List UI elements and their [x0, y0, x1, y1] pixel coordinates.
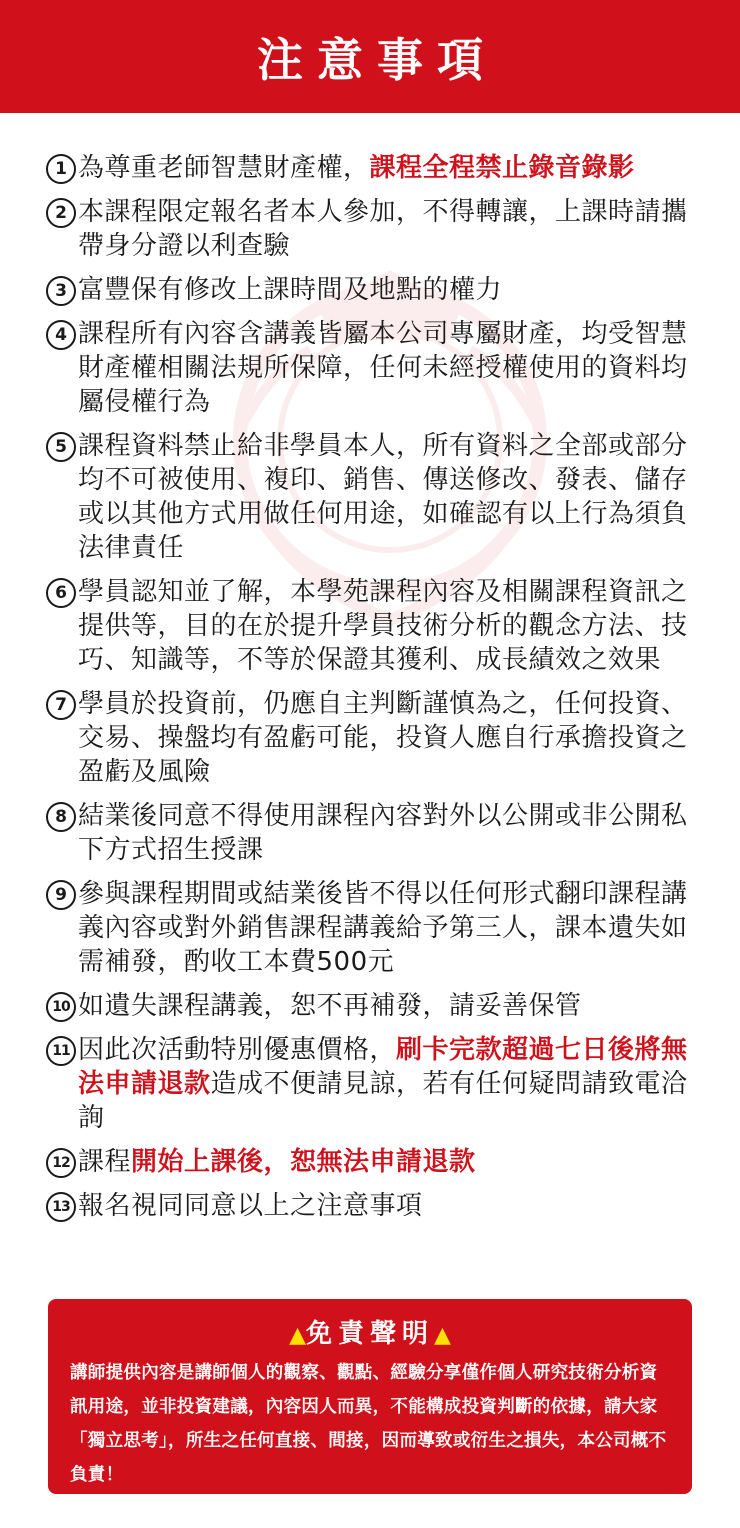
note-text [76, 1033, 706, 1135]
note-item [46, 1145, 706, 1179]
note-text-part: 課程資料禁止給非學員本人，所有資料之全部或部分均不可被使用、複印、銷售、傳送修改、發表、儲存或以其他方式用做任何用途，如確認有以上行為須負法律責任 [78, 431, 688, 563]
note-highlight: 刷卡完款超過七日後將無法申請退款 [78, 1035, 688, 1099]
page-title: 注意事項 [257, 32, 497, 87]
note-item [46, 575, 706, 677]
note-text [76, 1145, 706, 1179]
note-text [76, 877, 706, 979]
note-number: 4 [46, 320, 76, 350]
note-text [76, 317, 706, 419]
note-text-part: 如遺失課程講義，恕不再補發，請妥善保管 [78, 991, 582, 1021]
note-item [46, 687, 706, 789]
note-text-part: 富豐保有修改上課時間及地點的權力 [78, 275, 503, 305]
note-text-part: 造成不便請見諒，若有任何疑問請致電洽詢 [78, 1069, 688, 1133]
note-text [76, 989, 706, 1023]
note-highlight: 課程全程禁止錄音錄影 [369, 153, 635, 183]
note-number: 9 [46, 880, 76, 910]
note-number: 12 [46, 1148, 76, 1178]
note-number: 7 [46, 690, 76, 720]
note-text-part: 課程所有內容含講義皆屬本公司專屬財產，均受智慧財產權相關法規所保障，任何未經授權使用的資料均屬侵權行為 [78, 319, 688, 417]
note-text [76, 151, 706, 185]
note-number: 10 [46, 992, 76, 1022]
note-item [46, 989, 706, 1023]
note-number: 5 [46, 432, 76, 462]
note-text-part: 學員認知並了解，本學苑課程內容及相關課程資訊之提供等，目的在於提升學員技術分析的觀念方法、技巧、知識等，不等於保證其獲利、成長績效之效果 [78, 577, 688, 675]
note-text-part: 因此次活動特別優惠價格， [78, 1035, 397, 1065]
note-number: 1 [46, 154, 76, 184]
note-item [46, 1033, 706, 1135]
disclaimer-title-text: 免責聲明 [305, 1319, 434, 1349]
note-text-part: 課程 [78, 1147, 132, 1177]
note-item [46, 1189, 706, 1223]
note-text [76, 687, 706, 789]
disclaimer-box [48, 1299, 692, 1494]
note-item [46, 151, 706, 185]
note-text [76, 429, 706, 565]
disclaimer-title [70, 1313, 670, 1350]
note-text [76, 273, 706, 307]
note-item [46, 799, 706, 867]
note-number: 8 [46, 802, 76, 832]
note-text-part: 學員於投資前，仍應自主判斷謹慎為之，任何投資、交易、操盤均有盈虧可能，投資人應自行承擔投資之盈虧及風險 [78, 689, 688, 787]
note-number: 13 [46, 1192, 76, 1222]
note-text [76, 1189, 706, 1223]
note-text [76, 799, 706, 867]
header-banner [0, 0, 740, 113]
note-number: 2 [46, 198, 76, 228]
note-text [76, 195, 706, 263]
note-text-part: 結業後同意不得使用課程內容對外以公開或非公開私下方式招生授課 [78, 801, 688, 865]
note-item [46, 273, 706, 307]
note-number: 3 [46, 276, 76, 306]
note-text [76, 575, 706, 677]
note-number: 6 [46, 578, 76, 608]
disclaimer-body: 講師提供內容是講師個人的觀察、觀點、經驗分享僅作個人研究技術分析資訊用途，並非投資建議，內容因人而異，不能構成投資判斷的依據，請大家「獨立思考」，所生之任何直接、間接，因而導致或衍生之損失，本公司概不負責！ [70, 1363, 667, 1485]
note-item [46, 429, 706, 565]
note-item [46, 317, 706, 419]
note-text-part: 參與課程期間或結業後皆不得以任何形式翻印課程講義內容或對外銷售課程講義給予第三人，課本遺失如需補發，酌收工本費500元 [78, 879, 688, 977]
note-item [46, 877, 706, 979]
warning-triangle-icon: ▲ [289, 1323, 306, 1348]
warning-triangle-icon: ▲ [434, 1323, 451, 1348]
note-item [46, 195, 706, 263]
note-text-part: 為尊重老師智慧財產權， [78, 153, 370, 183]
note-number: 11 [46, 1036, 76, 1066]
notes-list [46, 151, 706, 1233]
note-highlight: 開始上課後，恕無法申請退款 [131, 1147, 476, 1177]
note-text-part: 本課程限定報名者本人參加，不得轉讓，上課時請攜帶身分證以利查驗 [78, 197, 688, 261]
note-text-part: 報名視同同意以上之注意事項 [78, 1191, 423, 1221]
